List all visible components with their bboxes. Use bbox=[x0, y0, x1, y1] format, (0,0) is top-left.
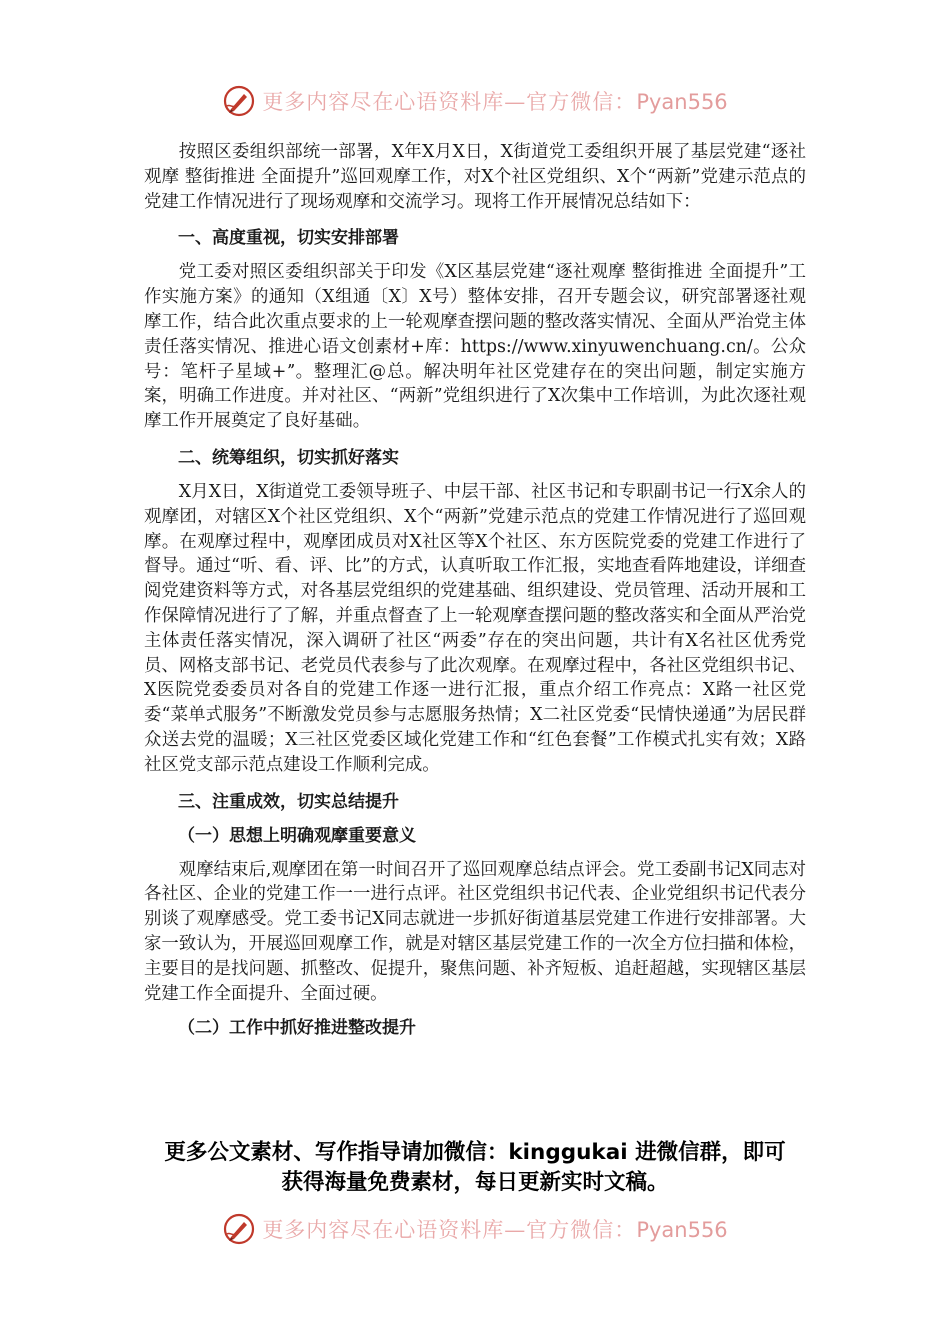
footer-banner-text: 更多内容尽在心语资料库—官方微信：Pyan556 bbox=[262, 1218, 728, 1242]
section-heading-2: 二、统筹组织，切实抓好落实 bbox=[178, 447, 399, 468]
promo-notice bbox=[100, 1138, 850, 1198]
section-3-paragraph: 观摩结束后,观摩团在第一时间召开了巡回观摩总结点评会。党工委副书记X同志对各社区、企业的党建工作一一进行点评。社区党组织书记代表、企业党组织书记代表分别谈了观摩感受。党工委书记X同志就进一步抓好街道基层党建工作进行安排部署。大家一致认为，开展巡回观摩工作，就是对辖区基层党建工作的一次全方位扫描和体检，主要目的是找问题、抓整改、促提升，聚焦问题、补齐短板、追赶超越，实现辖区基层党建工作全面提升、全面过硬。 bbox=[144, 859, 806, 1004]
promo-line-2: 获得海量免费素材，每日更新实时文稿。 bbox=[281, 1170, 669, 1195]
header-banner-text: 更多内容尽在心语资料库—官方微信：Pyan556 bbox=[262, 90, 728, 114]
intro-paragraph: 按照区委组织部统一部署，X年X月X日，X街道党工委组织开展了基层党建“逐社观摩 整街推进 全面提升”巡回观摩工作，对X个社区党组织、X个“两新”党建示范点的党建工作情况进行了现场观摩和交流学习。现将工作开展情况总结如下： bbox=[144, 142, 806, 212]
pen-logo-icon bbox=[222, 84, 256, 118]
section-2-paragraph: X月X日，X街道党工委领导班子、中层干部、社区书记和专职副书记一行X余人的观摩团，对辖区X个社区党组织、X个“两新”党建示范点的党建工作情况进行了巡回观摩。在观摩过程中，观摩团成员对X社区等X个社区、东方医院党委的党建工作进行了督导。通过“听、看、评、比”的方式，认真听取工作汇报，实地查看阵地建设，详细查阅党建资料等方式，对各基层党组织的党建基础、组织建设、党员管理、活动开展和工作保障情况进行了了解，并重点督查了上一轮观摩查摆问题的整改落实和全面从严治党主体责任落实情况，深入调研了社区“两委”存在的突出问题，共计有X名社区优秀党员、网格支部书记、老党员代表参与了此次观摩。在观摩过程中，各社区党组织书记、X医院党委委员对各自的党建工作逐一进行汇报，重点介绍工作亮点：X路一社区党委“菜单式服务”不断激发党员参与志愿服务热情；X二社区党委“民情快递通”为居民群众送去党的温暖；X三社区党委区域化党建工作和“红色套餐”工作模式扎实有效；X路社区党支部示范点建设工作顺利完成。 bbox=[144, 481, 806, 775]
section-heading-3: 三、注重成效，切实总结提升 bbox=[178, 791, 399, 812]
footer-banner bbox=[0, 1212, 950, 1246]
subsection-heading-1: （一）思想上明确观摩重要意义 bbox=[178, 825, 416, 846]
section-1-paragraph: 党工委对照区委组织部关于印发《X区基层党建“逐社观摩 整街推进 全面提升”工作实施方案》的通知（X组通〔X〕X号）整体安排，召开专题会议，研究部署逐社观摩工作，结合此次重点要求的上一轮观摩查摆问题的整改落实情况、全面从严治党主体责任落实情况、推进心语文创素材+库：https://www.xinyuwenchuang.cn/。公众号：笔杆子星域+ˮ。整理汇@总。解决明年社区党建存在的突出问题，制定实施方案，明确工作进度。并对社区、“两新”党组织进行了X次集中工作培训，为此次逐社观摩工作开展奠定了良好基础。 bbox=[144, 262, 806, 432]
promo-line-1: 更多公文素材、写作指导请加微信：kinggukai 进微信群，即可 bbox=[164, 1140, 786, 1165]
header-wechat-id: Pyan556 bbox=[636, 90, 728, 114]
subsection-heading-2: （二）工作中抓好推进整改提升 bbox=[178, 1018, 416, 1039]
header-banner bbox=[0, 84, 950, 118]
section-heading-1: 一、高度重视，切实安排部署 bbox=[178, 228, 399, 249]
pen-logo-icon bbox=[222, 1212, 256, 1246]
document-body bbox=[144, 140, 806, 1040]
footer-wechat-id: Pyan556 bbox=[636, 1218, 728, 1242]
